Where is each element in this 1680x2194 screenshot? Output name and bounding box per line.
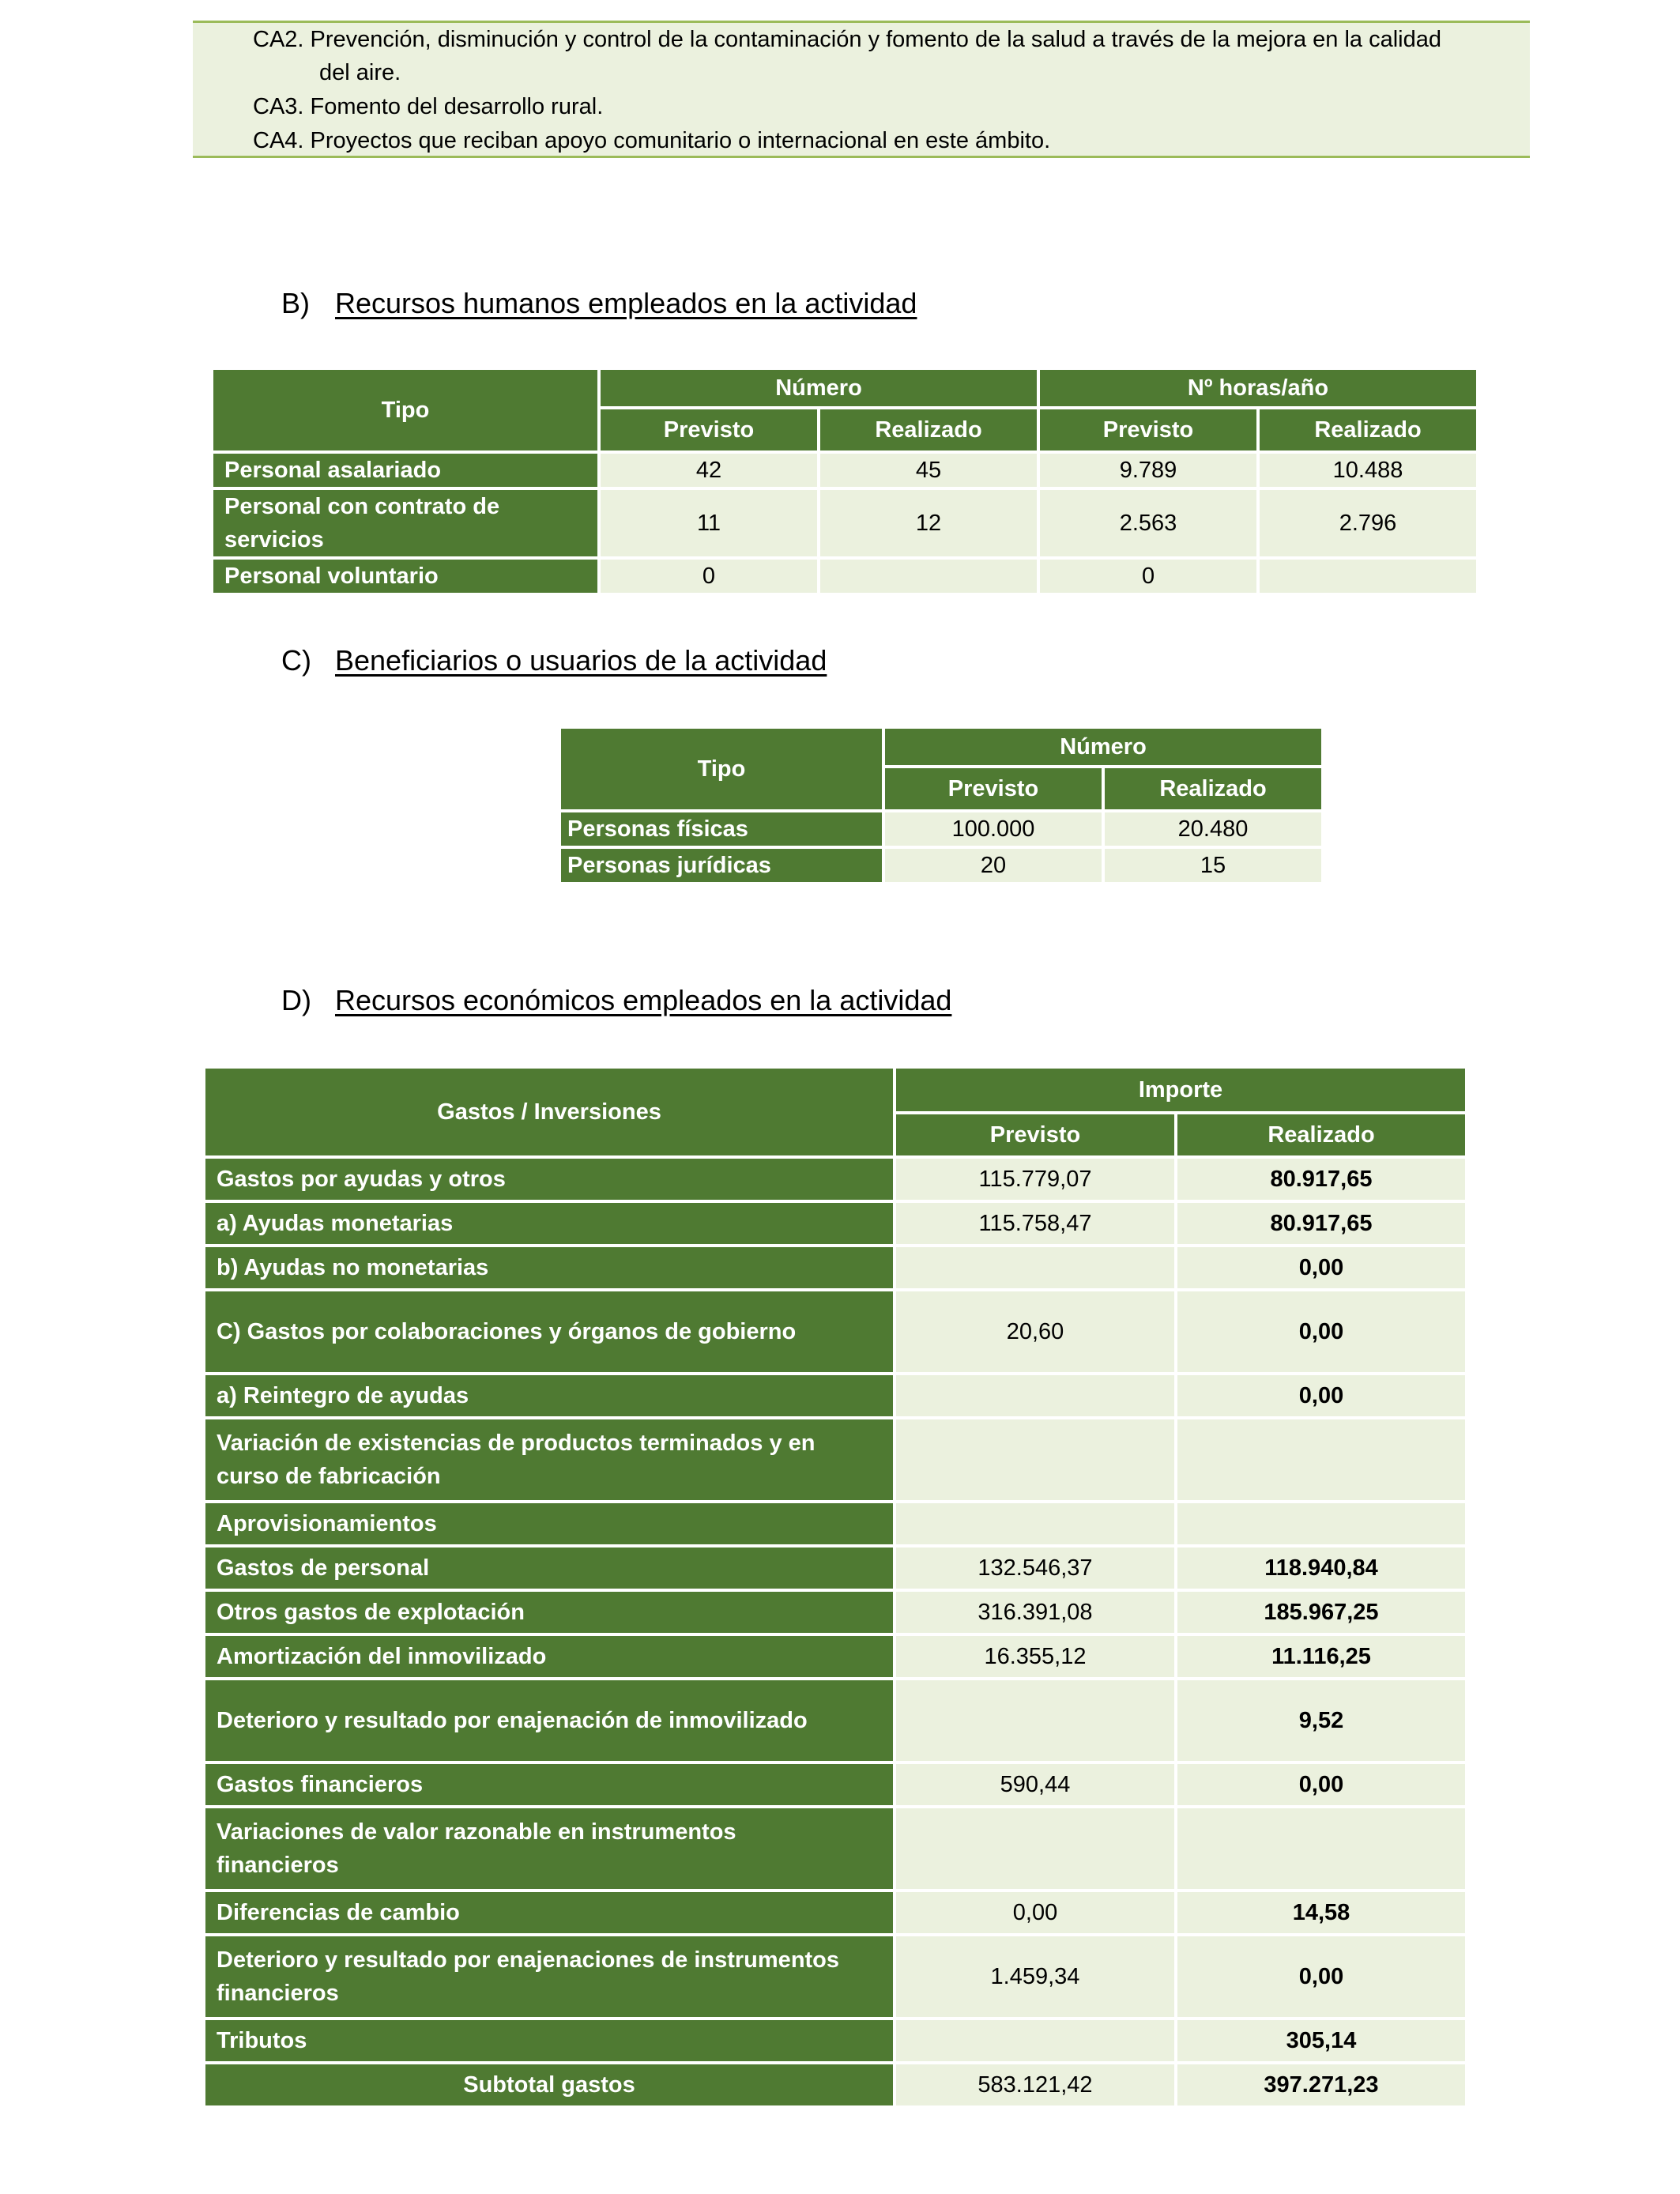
numero-previsto: 42 bbox=[601, 454, 817, 487]
table-row bbox=[213, 490, 1476, 556]
realizado-value: 118.940,84 bbox=[1177, 1547, 1465, 1589]
table-row bbox=[205, 1375, 1465, 1416]
realizado-value: 80.917,65 bbox=[1177, 1159, 1465, 1200]
horas-previsto: 2.563 bbox=[1040, 490, 1256, 556]
header-horas-realizado: Realizado bbox=[1260, 409, 1476, 450]
table-row bbox=[205, 1808, 1465, 1889]
row-label-line-2: curso de fabricación bbox=[217, 1464, 441, 1489]
header-horas-previsto: Previsto bbox=[1040, 409, 1256, 450]
row-label: Personal asalariado bbox=[213, 454, 597, 487]
realizado-value bbox=[1177, 1419, 1465, 1500]
header-tipo: Tipo bbox=[213, 370, 597, 450]
numero-realizado bbox=[820, 560, 1037, 593]
row-label: Tributos bbox=[205, 2020, 893, 2061]
section-d-title: Recursos económicos empleados en la actividad bbox=[335, 984, 952, 1016]
section-b-heading bbox=[281, 286, 917, 321]
row-label-line-1: Variaciones de valor razonable en instrumentos bbox=[217, 1819, 736, 1845]
row-label: Diferencias de cambio bbox=[205, 1892, 893, 1933]
header-horas: Nº horas/año bbox=[1040, 370, 1476, 406]
table-row bbox=[205, 2020, 1465, 2061]
table-row bbox=[561, 812, 1321, 846]
numero-realizado: 45 bbox=[820, 454, 1037, 487]
header-previsto: Previsto bbox=[896, 1114, 1174, 1155]
realizado-value bbox=[1177, 1808, 1465, 1889]
header-realizado: Realizado bbox=[1177, 1114, 1465, 1155]
row-label: Amortización del inmovilizado bbox=[205, 1636, 893, 1677]
table-row bbox=[205, 1936, 1465, 2017]
previsto-value bbox=[896, 1419, 1174, 1500]
numero-previsto: 0 bbox=[601, 560, 817, 593]
row-label: Gastos de personal bbox=[205, 1547, 893, 1589]
previsto-value: 100.000 bbox=[885, 812, 1102, 846]
row-label: a) Reintegro de ayudas bbox=[205, 1375, 893, 1416]
section-c-title: Beneficiarios o usuarios de la actividad bbox=[335, 644, 827, 677]
row-label-line-2: financieros bbox=[217, 1981, 339, 2006]
row-label: b) Ayudas no monetarias bbox=[205, 1247, 893, 1288]
horas-realizado: 10.488 bbox=[1260, 454, 1476, 487]
economic-resources-table bbox=[202, 1065, 1468, 2109]
table-row bbox=[205, 1764, 1465, 1805]
row-label-line-2: servicios bbox=[224, 527, 324, 552]
row-label bbox=[205, 1936, 893, 2017]
ca-item-4: CA4. Proyectos que reciban apoyo comunitario o internacional en este ámbito. bbox=[253, 128, 1051, 153]
ca-list-box bbox=[193, 21, 1530, 158]
realizado-value: 0,00 bbox=[1177, 1375, 1465, 1416]
row-label: Personal voluntario bbox=[213, 560, 597, 593]
numero-realizado: 12 bbox=[820, 490, 1037, 556]
header-numero: Número bbox=[885, 729, 1321, 765]
realizado-value: 0,00 bbox=[1177, 1247, 1465, 1288]
realizado-value bbox=[1177, 1503, 1465, 1544]
human-resources-table bbox=[210, 367, 1479, 596]
header-gastos: Gastos / Inversiones bbox=[205, 1069, 893, 1155]
row-label: a) Ayudas monetarias bbox=[205, 1203, 893, 1244]
table-row bbox=[205, 1503, 1465, 1544]
table-row bbox=[213, 454, 1476, 487]
previsto-value bbox=[896, 1247, 1174, 1288]
section-c-letter: C) bbox=[281, 644, 311, 677]
beneficiaries-table bbox=[558, 726, 1324, 885]
horas-realizado: 2.796 bbox=[1260, 490, 1476, 556]
table-row bbox=[205, 1203, 1465, 1244]
subtotal-previsto: 583.121,42 bbox=[896, 2064, 1174, 2105]
row-label: Otros gastos de explotación bbox=[205, 1592, 893, 1633]
previsto-value bbox=[896, 2020, 1174, 2061]
realizado-value: 185.967,25 bbox=[1177, 1592, 1465, 1633]
table-row bbox=[205, 1592, 1465, 1633]
previsto-value: 590,44 bbox=[896, 1764, 1174, 1805]
row-label: Aprovisionamientos bbox=[205, 1503, 893, 1544]
previsto-value: 0,00 bbox=[896, 1892, 1174, 1933]
section-b-title: Recursos humanos empleados en la actividad bbox=[335, 287, 917, 319]
row-label: Gastos financieros bbox=[205, 1764, 893, 1805]
row-label-line-1: Deterioro y resultado por enajenaciones de instrumentos bbox=[217, 1947, 840, 1973]
realizado-value: 305,14 bbox=[1177, 2020, 1465, 2061]
previsto-value bbox=[896, 1375, 1174, 1416]
ca-item-2-continuation: del aire. bbox=[319, 60, 401, 85]
realizado-value: 15 bbox=[1105, 849, 1321, 882]
header-tipo: Tipo bbox=[561, 729, 882, 809]
previsto-value bbox=[896, 1503, 1174, 1544]
previsto-value: 132.546,37 bbox=[896, 1547, 1174, 1589]
row-label: Gastos por ayudas y otros bbox=[205, 1159, 893, 1200]
previsto-value: 20 bbox=[885, 849, 1102, 882]
header-numero-previsto: Previsto bbox=[601, 409, 817, 450]
table-row bbox=[213, 560, 1476, 593]
table-row bbox=[205, 1291, 1465, 1372]
previsto-value: 20,60 bbox=[896, 1291, 1174, 1372]
realizado-value: 80.917,65 bbox=[1177, 1203, 1465, 1244]
row-label bbox=[205, 1808, 893, 1889]
table-row bbox=[205, 1547, 1465, 1589]
table-row bbox=[205, 1892, 1465, 1933]
realizado-value: 9,52 bbox=[1177, 1680, 1465, 1761]
section-c-heading bbox=[281, 643, 827, 678]
row-label bbox=[205, 1419, 893, 1500]
section-d-heading bbox=[281, 983, 951, 1018]
realizado-value: 14,58 bbox=[1177, 1892, 1465, 1933]
row-label: C) Gastos por colaboraciones y órganos de gobierno bbox=[205, 1291, 893, 1372]
table-row bbox=[561, 849, 1321, 882]
subtotal-row bbox=[205, 2064, 1465, 2105]
section-d-letter: D) bbox=[281, 984, 311, 1016]
table-row bbox=[205, 1636, 1465, 1677]
table-row bbox=[205, 1159, 1465, 1200]
realizado-value: 0,00 bbox=[1177, 1936, 1465, 2017]
ca-item-3: CA3. Fomento del desarrollo rural. bbox=[253, 94, 604, 119]
realizado-value: 0,00 bbox=[1177, 1291, 1465, 1372]
table-row bbox=[205, 1680, 1465, 1761]
horas-previsto: 0 bbox=[1040, 560, 1256, 593]
table-row bbox=[205, 1419, 1465, 1500]
subtotal-label: Subtotal gastos bbox=[205, 2064, 893, 2105]
previsto-value: 316.391,08 bbox=[896, 1592, 1174, 1633]
table-row bbox=[205, 1247, 1465, 1288]
realizado-value: 0,00 bbox=[1177, 1764, 1465, 1805]
realizado-value: 11.116,25 bbox=[1177, 1636, 1465, 1677]
realizado-value: 20.480 bbox=[1105, 812, 1321, 846]
section-b-letter: B) bbox=[281, 287, 310, 319]
header-previsto: Previsto bbox=[885, 768, 1102, 809]
subtotal-realizado: 397.271,23 bbox=[1177, 2064, 1465, 2105]
previsto-value: 1.459,34 bbox=[896, 1936, 1174, 2017]
previsto-value bbox=[896, 1680, 1174, 1761]
header-numero-realizado: Realizado bbox=[820, 409, 1037, 450]
header-importe: Importe bbox=[896, 1069, 1465, 1111]
row-label bbox=[213, 490, 597, 556]
numero-previsto: 11 bbox=[601, 490, 817, 556]
row-label: Deterioro y resultado por enajenación de inmovilizado bbox=[205, 1680, 893, 1761]
row-label-line-1: Variación de existencias de productos terminados y en bbox=[217, 1431, 816, 1456]
row-label: Personas físicas bbox=[561, 812, 882, 846]
previsto-value: 115.758,47 bbox=[896, 1203, 1174, 1244]
row-label-line-1: Personal con contrato de bbox=[224, 494, 500, 519]
previsto-value: 16.355,12 bbox=[896, 1636, 1174, 1677]
row-label-line-2: financieros bbox=[217, 1853, 339, 1878]
header-numero: Número bbox=[601, 370, 1037, 406]
row-label: Personas jurídicas bbox=[561, 849, 882, 882]
horas-previsto: 9.789 bbox=[1040, 454, 1256, 487]
previsto-value bbox=[896, 1808, 1174, 1889]
previsto-value: 115.779,07 bbox=[896, 1159, 1174, 1200]
horas-realizado bbox=[1260, 560, 1476, 593]
header-realizado: Realizado bbox=[1105, 768, 1321, 809]
ca-item-2: CA2. Prevención, disminución y control de la contaminación y fomento de la salud a través de la mejora en la calidad bbox=[253, 27, 1441, 52]
